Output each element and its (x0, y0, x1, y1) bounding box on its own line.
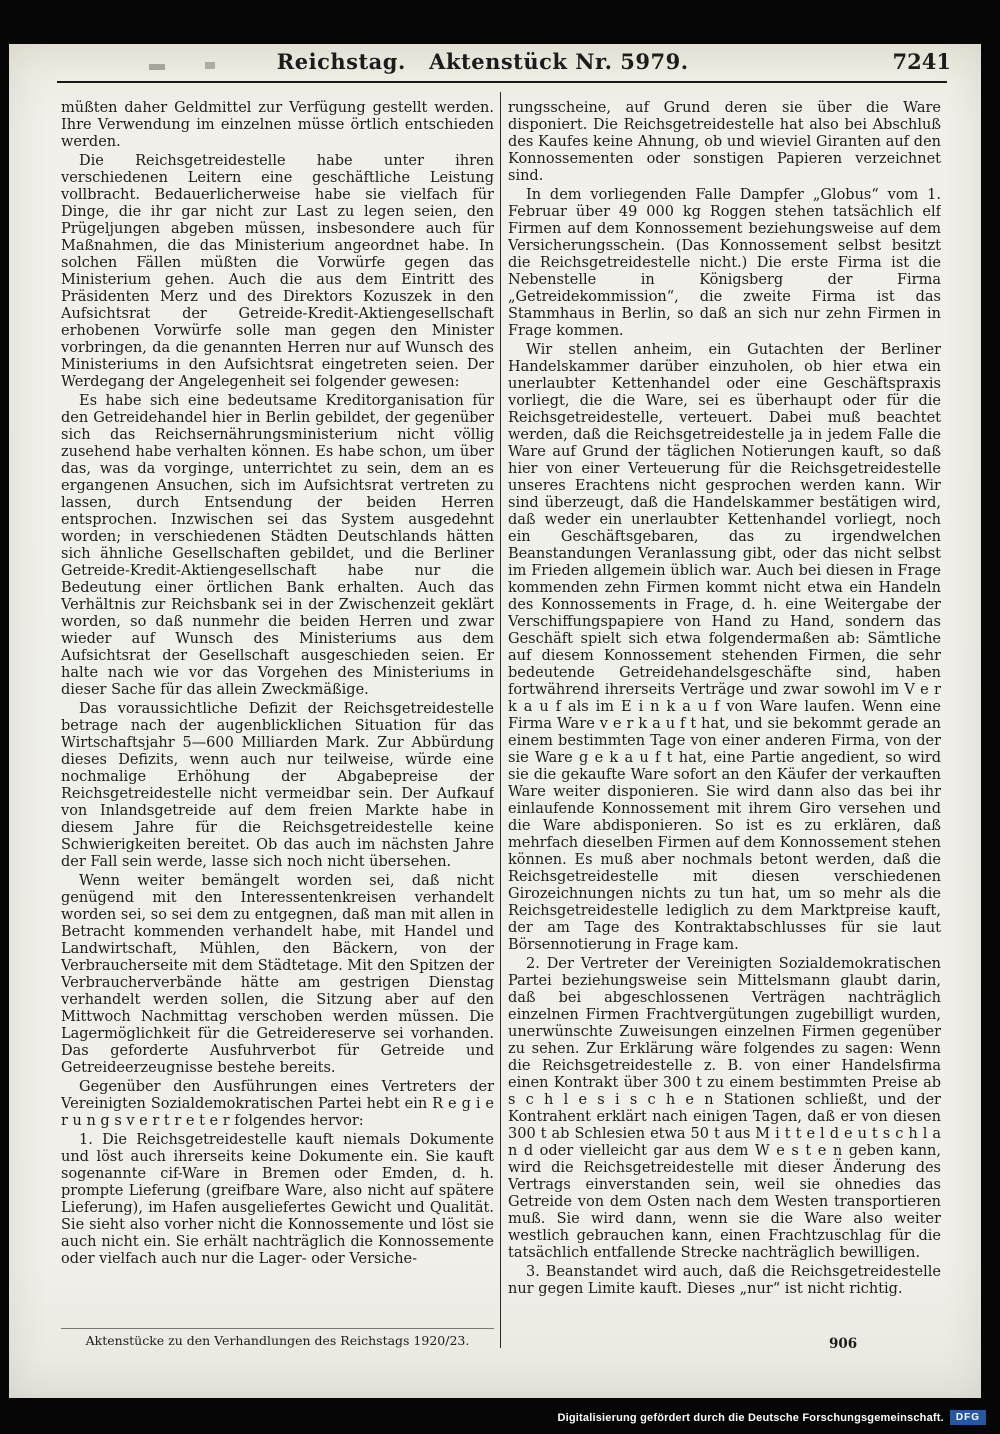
volume-footnote: Aktenstücke zu den Verhandlungen des Reichstags 1920/23. (85, 1333, 470, 1348)
paragraph: Gegenüber den Ausführungen eines Vertreters der Vereinigten Sozialdemokratischen Partei hebt ein R e g i e r u n g s v e r t r e t e r folgendes hervor: (61, 1079, 494, 1129)
paragraph: 2. Der Vertreter der Vereinigten Sozialdemokratischen Partei beziehungsweise sein Mittelsmann glaubt darin, daß bei abgeschlossenen Verträgen nachträglich einzelnen Firmen Frachtvergütungen zugebilligt wurden, unerwünschte Zuweisungen einzelnen Firmen gegenüber zu sehen. Zur Erklärung wäre folgendes zu sagen: Wenn die Reichsgetreidestelle z. B. von einer Handelsfirma einen Kontrakt über 300 t zu einem bestimmten Preise ab s c h l e s i s c h e n Stationen schließt, und der Kontrahent erklärt nach einigen Tagen, daß er von diesen 300 t ab Schlesien etwa 50 t aus M i t t e l d e u t s c h l a n d oder vielleicht gar aus dem W e s t e n geben kann, wird die Reichsgetreidestelle mit dieser Änderung des Vertrags einverstanden sein, weil sie ohnedies das Getreide von dem Osten nach dem Westen transportieren muß. Sie wird dann, wenn sie die Ware also weiter westlich gebrauchen kann, einen Frachtzuschlag für die tatsächlich entfallende Strecke nachträglich bewilligen. (508, 956, 941, 1261)
paragraph: Die Reichsgetreidestelle habe unter ihren verschiedenen Leitern eine geschäftliche Leistung vollbracht. Bedauerlicherweise habe sie vielfach für Dinge, die ihr gar nicht zur Last zu legen seien, den Prügeljungen abgeben müssen, insbesondere auch für Maßnahmen, die das Ministerium angeordnet habe. In solchen Fällen müßten die Vorwürfe gegen das Ministerium gehen. Auch die aus dem Eintritt des Präsidenten Merz und des Direktors Kozuszek in den Aufsichtsrat der Getreide-Kredit-Aktiengesellschaft erhobenen Vorwürfe solle man gegen den Minister vorbringen, da die genannten Herren nur auf Wunsch des Ministeriums in den Aufsichtsrat eingetreten seien. Der Werdegang der Angelegenheit sei folgender gewesen: (61, 153, 494, 390)
paragraph: Das voraussichtliche Defizit der Reichsgetreidestelle betrage nach der augenblicklichen Situation für das Wirtschaftsjahr 5—600 Milliarden Mark. Zur Abbürdung dieses Defizits, wenn auch nur teilweise, würde eine nochmalige Erhöhung der Abgabepreise der Reichsgetreidestelle nicht vermeidbar sein. Der Aufkauf von Inlandsgetreide auf dem freien Markte habe in diesem Jahre für die Reichsgetreidestelle keine Schwierigkeiten bereitet. Ob das auch im nächsten Jahre der Fall sein werde, lasse sich noch nicht übersehen. (61, 701, 494, 870)
paragraph: In dem vorliegenden Falle Dampfer „Globus“ vom 1. Februar über 49 000 kg Roggen stehen tatsächlich elf Firmen auf dem Konnossement beziehungsweise auf dem Versicherungsschein. (Das Konnossement selbst besitzt die Reichsgetreidestelle nicht.) Die erste Firma ist die Nebenstelle in Königsberg der Firma „Getreidekommission“, die zweite Firma ist das Stammhaus in Berlin, so daß an sich nur zehn Firmen in Frage kommen. (508, 187, 941, 339)
page-number: 7241 (892, 49, 951, 74)
paragraph: müßten daher Geldmittel zur Verfügung gestellt werden. Ihre Verwendung im einzelnen müsse örtlich entschieden werden. (61, 100, 494, 150)
scan-artifact (205, 62, 215, 69)
page-header-title: Reichstag. Aktenstück Nr. 5979. (276, 49, 689, 74)
scan-artifact (149, 64, 165, 70)
digitization-credit-text: Digitalisierung gefördert durch die Deutsche Forschungsgemeinschaft. (557, 1411, 944, 1424)
paragraph: 1. Die Reichsgetreidestelle kauft niemals Dokumente und löst auch ihrerseits keine Dokumente ein. Sie kauft sogenannte cif-Ware in Bremen oder Emden, d. h. prompte Lieferung (greifbare Ware, also nicht auf spätere Lieferung), im Hafen ausgeliefertes Gewicht und Qualität. Sie sieht also vorher nicht die Konnossemente und löst sie auch nicht ein. Sie erhält nachträglich die Konnossemente oder vielfach auch nur die Lager- oder Versiche- (61, 1132, 494, 1267)
scanned-page (9, 44, 981, 1398)
paragraph: Wenn weiter bemängelt worden sei, daß nicht genügend mit den Interessentenkreisen verhandelt worden sei, so sei dem zu entgegnen, daß man mit allen in Betracht kommenden verhandelt habe, mit Handel und Landwirtschaft, Mühlen, den Bäckern, von der Verbraucherseite mit dem Städtetage. Mit den Spitzen der Verbraucherverbände hätte am gestrigen Dienstag verhandelt werden sollen, die Sitzung aber auf den Mittwoch Nachmittag verschoben werden müssen. Die Lagermöglichkeit für die Getreidereserve sei vorhanden. Das geforderte Ausfuhrverbot für Getreide und Getreideerzeugnisse bestehe bereits. (61, 873, 494, 1076)
column-divider (500, 92, 501, 1348)
dfg-logo: DFG (950, 1410, 986, 1425)
left-column (61, 100, 494, 1324)
paragraph: 3. Beanstandet wird auch, daß die Reichsgetreidestelle nur gegen Limite kauft. Dieses „nur“ ist nicht richtig. (508, 1264, 941, 1297)
paragraph: Wir stellen anheim, ein Gutachten der Berliner Handelskammer darüber einzuholen, ob hier etwa ein unerlaubter Kettenhandel oder eine Geschäftspraxis vorliegt, die die Ware, sei es überhaupt oder für die Reichsgetreidestelle, verteuert. Dabei muß beachtet werden, daß die Reichsgetreidestelle ja in jedem Falle die Ware auf Grund der täglichen Notierungen kauft, so daß hier von einer Verteuerung für die Reichsgetreidestelle unseres Erachtens nicht gesprochen werden kann. Wir sind überzeugt, daß die Handelskammer bestätigen wird, daß weder ein unerlaubter Kettenhandel vorliegt, noch ein Geschäftsgebaren, das zu irgendwelchen Beanstandungen Veranlassung gibt, oder das nicht selbst im Frieden allgemein üblich war. Auch bei diesen in Frage kommenden zehn Firmen kommt nicht etwa ein Handeln des Konnossements in Frage, d. h. eine Weitergabe der Verschiffungspapiere von Hand zu Hand, sondern das Geschäft spielt sich etwa folgendermaßen ab: Sämtliche auf diesem Konnossement stehenden Firmen, die sehr bedeutende Getreidehandelsgeschäfte sind, haben fortwährend ihrerseits Verträge und zwar sowohl im V e r k a u f als im E i n k a u f von Ware laufen. Wenn eine Firma Ware v e r k a u f t hat, und sie bekommt gerade an einem bestimmten Tage von einer anderen Firma, von der sie Ware g e k a u f t hat, eine Partie angedient, so wird sie die gekaufte Ware sofort an den Käufer der verkauften Ware weiter disponieren. Sie wird dann also das bei ihr einlaufende Konnossement mit ihrem Giro versehen und die Ware abdisponieren. So ist es zu erklären, daß mehrfach dieselben Firmen auf dem Konnossement stehen können. Es muß aber nochmals betont werden, daß die Reichsgetreidestelle mit diesen verschiedenen Girozeichnungen nichts zu tun hat, um so mehr als die Reichsgetreidestelle lediglich zu dem Marktpreise kauft, der am Tage des Kontraktabschlusses für sie laut Börsennotierung in Frage kam. (508, 342, 941, 953)
sheet-number: 906 (829, 1336, 858, 1352)
footer-rule (61, 1328, 494, 1329)
header-rule (57, 81, 947, 83)
right-column (508, 100, 941, 1324)
digitization-credit-bar (557, 1410, 986, 1425)
paragraph: rungsscheine, auf Grund deren sie über die Ware disponiert. Die Reichsgetreidestelle hat also bei Abschluß des Kaufes keine Ahnung, ob und wieviel Giranten auf den Konnossementen oder sonstigen Papieren verzeichnet sind. (508, 100, 941, 184)
paragraph: Es habe sich eine bedeutsame Kreditorganisation für den Getreidehandel hier in Berlin gebildet, der gegenüber sich das Reichsernährungsministerium nicht völlig zusehend habe verhalten können. Es habe schon, um über das, was da vorginge, unterrichtet zu sein, dem an es ergangenen Ansuchen, sich im Aufsichtsrat vertreten zu lassen, durch Entsendung der beiden Herren entsprochen. Inzwischen sei das System ausgedehnt worden; in verschiedenen Städten Deutschlands hätten sich ähnliche Gesellschaften gebildet, und die Berliner Getreide-Kredit-Aktiengesellschaft habe nur die Bedeutung einer örtlichen Bank erhalten. Auch das Verhältnis zur Reichsbank sei in der Zwischenzeit geklärt worden, so daß nunmehr die beiden Herren und zwar wieder auf Wunsch des Ministeriums aus dem Aufsichtsrat der Gesellschaft ausgeschieden seien. Er halte nach wie vor das Vorgehen des Ministeriums in dieser Sache für das allein Zweckmäßige. (61, 393, 494, 698)
